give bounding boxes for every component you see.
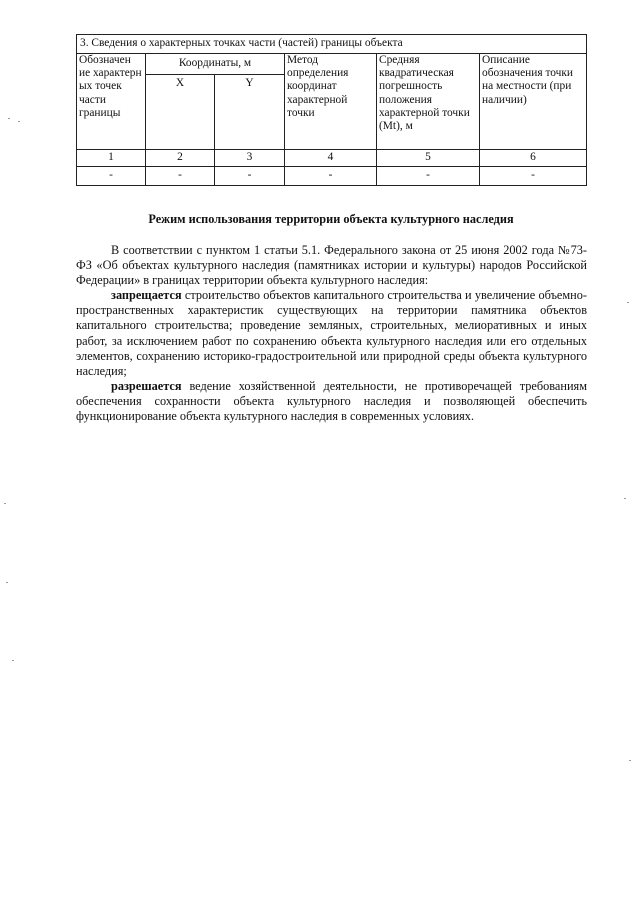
- table-cell: -: [146, 167, 215, 186]
- header-accuracy: Средняя квадратическая погрешность положения характерной точки (Mt), м: [377, 54, 480, 150]
- regime-text: [76, 243, 587, 424]
- scan-speck: [18, 121, 20, 122]
- prohibited-text: строительство объектов капитального строительства и увеличение объемно-пространственных характеристик существующих на территории памятника объектов капитального строительства; проведение земляных, строительных, мелиоративных и иных работ, за исключением работ по сохранению объекта культурного наследия или его отдельных элементов, сохранению историко-градостроительной или природной среды объекта культурного наследия;: [76, 288, 587, 378]
- column-numbers-row: [77, 150, 587, 167]
- intro-paragraph: В соответствии с пунктом 1 статьи 5.1. Федерального закона от 25 июня 2002 года №73-ФЗ «Об объектах культурного наследия (памятниках истории и культуры) народов Российской Федерации» в границах территории объекта культурного наследия:: [76, 243, 587, 288]
- table-row: [77, 167, 587, 186]
- header-x: X: [146, 75, 215, 150]
- scan-speck: [4, 503, 6, 504]
- column-number: 1: [77, 150, 146, 167]
- header-designation: Обозначен ие характерн ых точек части границы: [77, 54, 146, 150]
- table-cell: -: [285, 167, 377, 186]
- header-coordinates: Координаты, м: [146, 54, 285, 75]
- table-cell: -: [377, 167, 480, 186]
- header-y: Y: [215, 75, 285, 150]
- column-number: 3: [215, 150, 285, 167]
- boundary-points-table: [76, 34, 587, 186]
- table-cell: -: [77, 167, 146, 186]
- section-heading: Режим использования территории объекта культурного наследия: [148, 212, 514, 226]
- scan-speck: [6, 582, 8, 583]
- allowed-label: разрешается: [111, 378, 182, 393]
- column-number: 4: [285, 150, 377, 167]
- table-cell: -: [480, 167, 587, 186]
- column-number: 2: [146, 150, 215, 167]
- column-number: 6: [480, 150, 587, 167]
- scan-speck: [627, 302, 629, 303]
- allowed-paragraph: [76, 379, 587, 424]
- header-method: Метод определения координат характерной точки: [285, 54, 377, 150]
- scan-speck: [8, 118, 10, 119]
- column-number: 5: [377, 150, 480, 167]
- header-description: Описание обозначения точки на местности (при наличии): [480, 54, 587, 150]
- prohibited-paragraph: [76, 288, 587, 379]
- table-cell: -: [215, 167, 285, 186]
- scan-speck: [624, 498, 626, 499]
- prohibited-label: запрещается: [111, 288, 182, 303]
- scan-speck: [629, 760, 631, 761]
- allowed-text: ведение хозяйственной деятельности, не противоречащей требованиям обеспечения сохранности объекта культурного наследия и позволяющей обеспечить функционирование объекта культурного наследия в современных условиях.: [76, 378, 587, 424]
- table-section-title: 3. Сведения о характерных точках части (частей) границы объекта: [77, 35, 587, 54]
- scan-speck: [12, 660, 14, 661]
